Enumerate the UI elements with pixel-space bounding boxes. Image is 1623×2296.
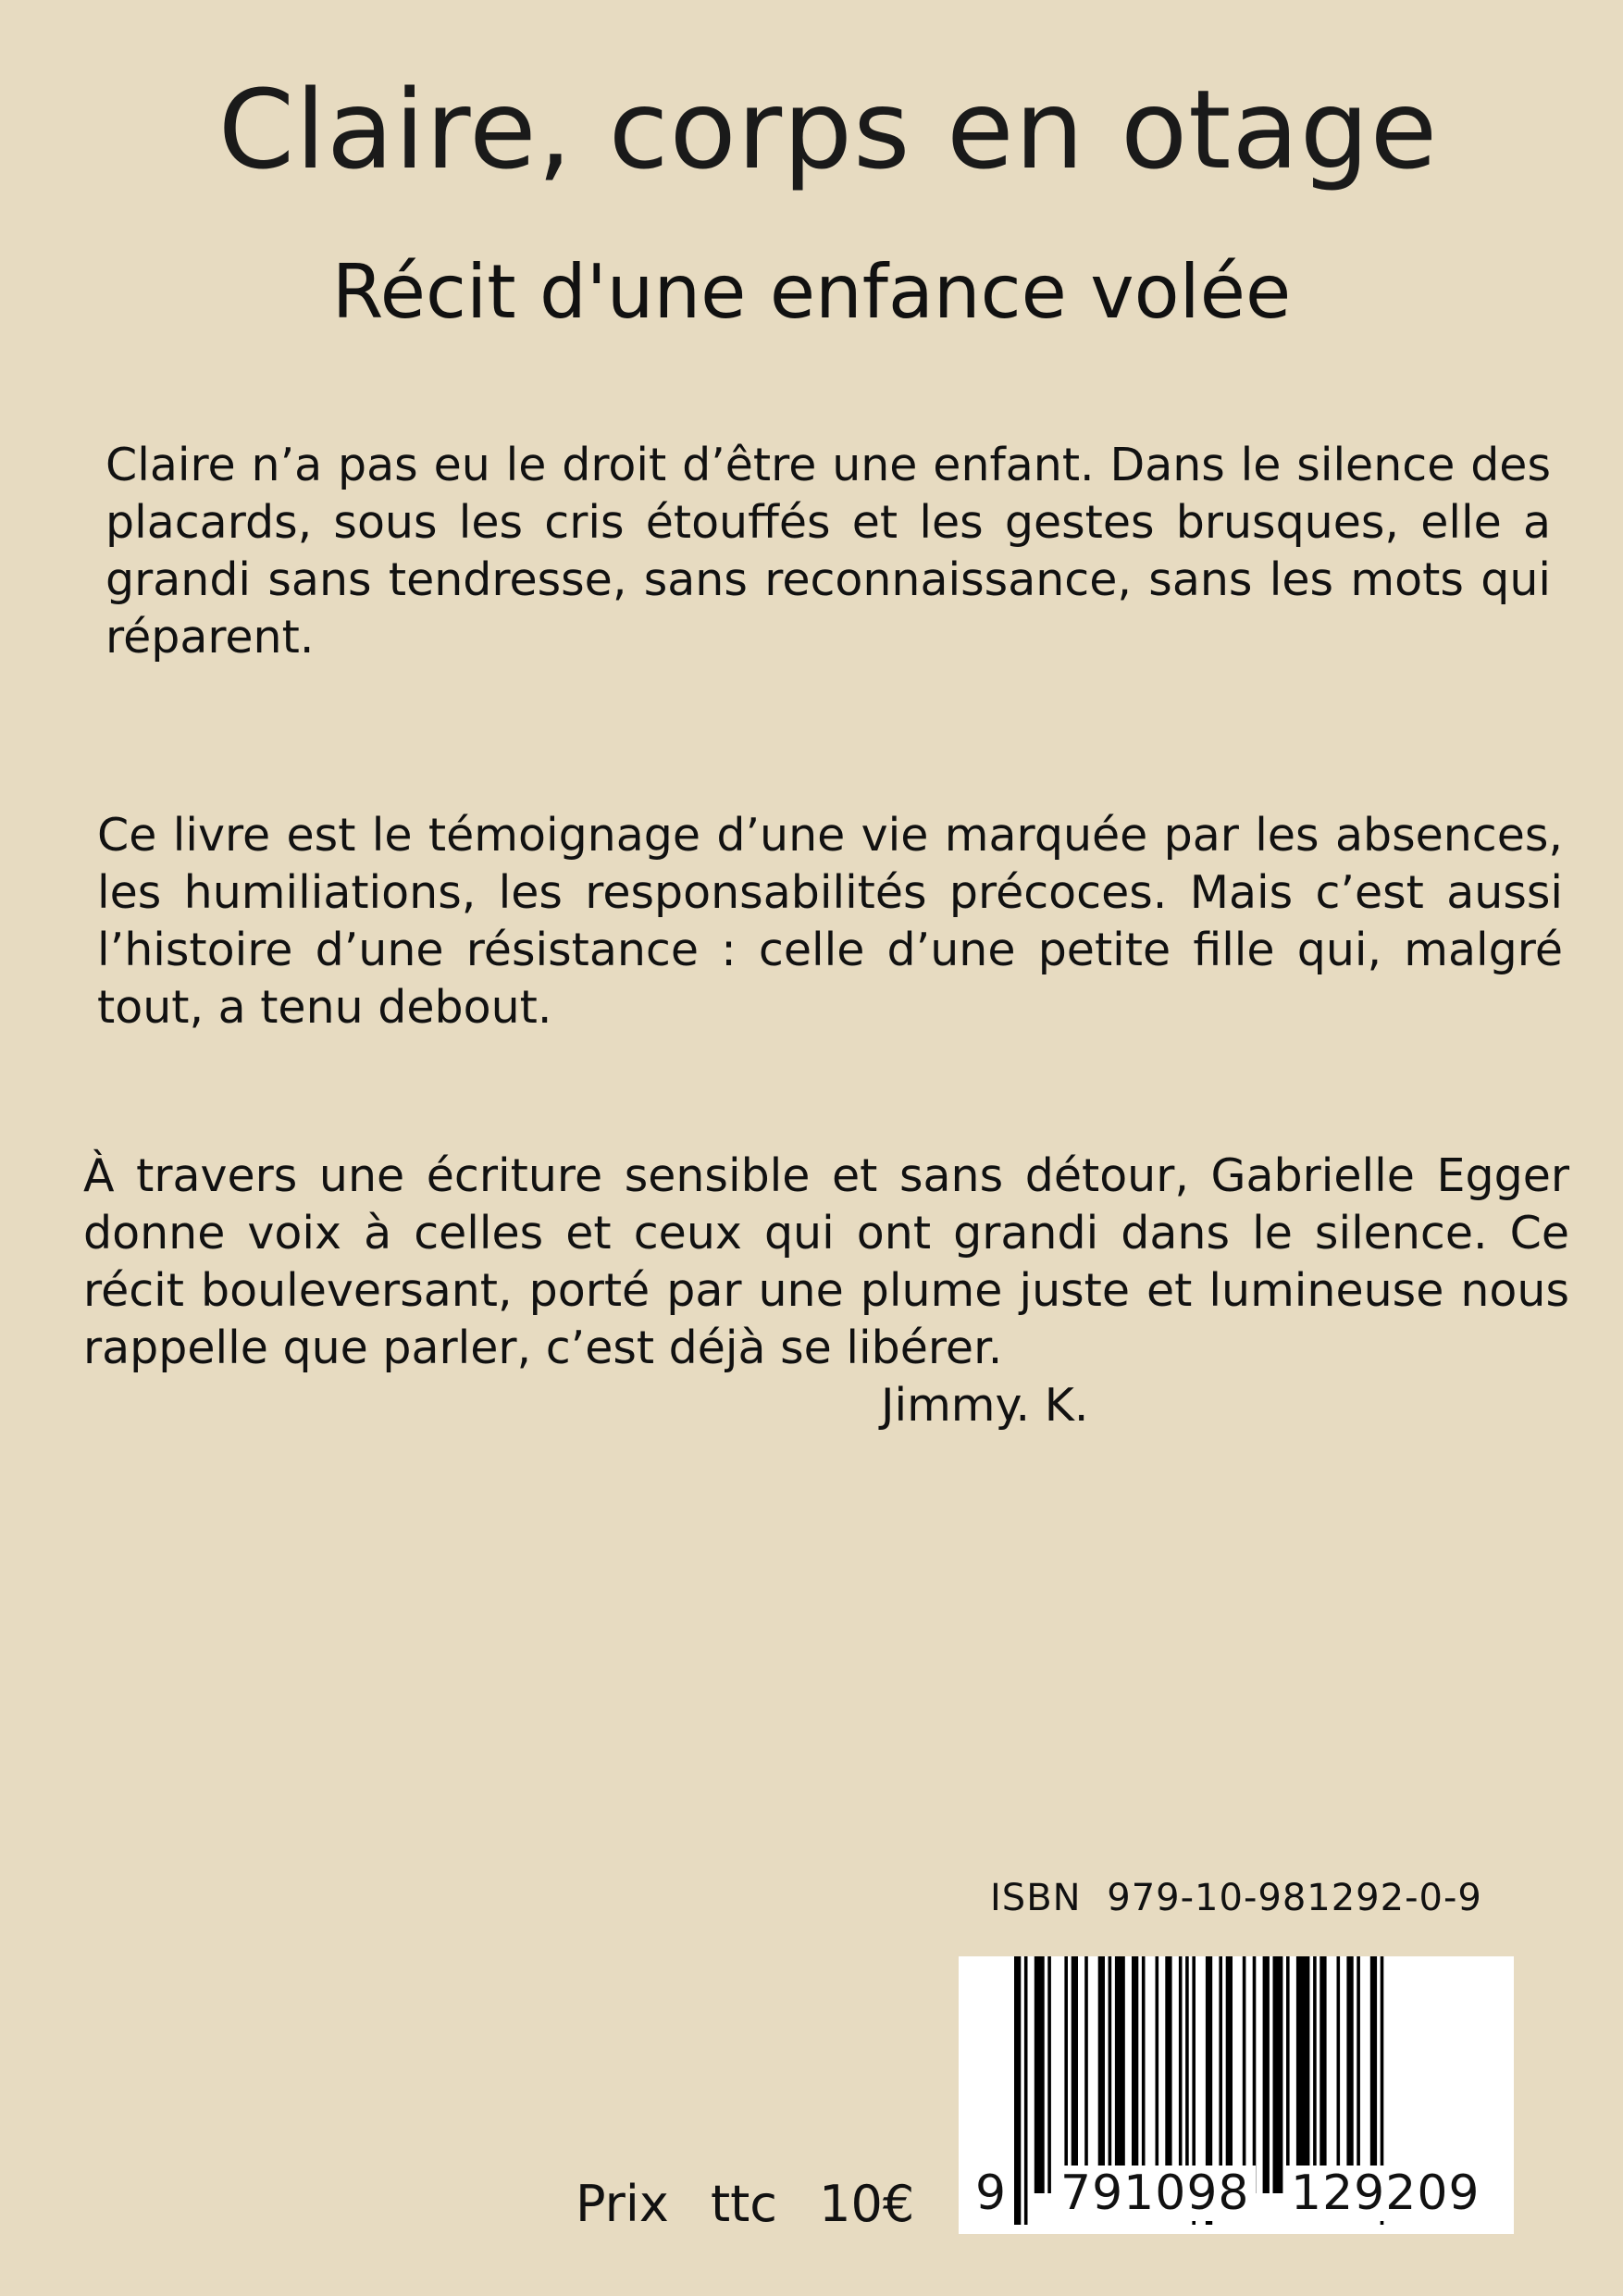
barcode-bar <box>1357 1956 1360 2193</box>
barcode-bar <box>1109 1956 1112 2193</box>
barcode-bar <box>1179 1956 1183 2193</box>
barcode-bar <box>1047 1956 1051 2193</box>
barcode-bar <box>1156 1956 1159 2193</box>
book-title: Claire, corps en otage <box>217 66 1439 193</box>
barcode-bar <box>1286 1956 1290 2193</box>
barcode-bar <box>1263 1956 1270 2193</box>
barcode-bar <box>1072 1956 1078 2193</box>
barcode-bar <box>1132 1956 1138 2193</box>
blurb-paragraph-1: Claire n’a pas eu le droit d’être une enfant. Dans le silence des placards, sous les cris étouffés et les gestes brusques, elle a grandi sans tendresse, sans reconnaissance, sans les mots qui réparent. <box>105 439 1551 664</box>
barcode-bar <box>1165 1956 1171 2193</box>
barcode <box>959 1956 1514 2234</box>
barcode-bar <box>1370 1956 1377 2193</box>
barcode-bar <box>1253 1956 1257 2193</box>
blurb-signature: Jimmy. K. <box>881 1379 1089 1432</box>
barcode-bar <box>1014 1956 1021 2225</box>
blurb-paragraph-2: Ce livre est le témoignage d’une vie marquée par les absences, les humiliations, les responsabilités précoces. Mais c’est aussi l’histoire d’une résistance : celle d’une petite fille qui, malgré tout, a tenu debout. <box>97 809 1563 1034</box>
barcode-bar <box>1346 1956 1353 2193</box>
book-subtitle: Récit d'une enfance volée <box>331 249 1292 335</box>
barcode-bar <box>1337 1956 1341 2193</box>
blurb-paragraph-3: À travers une écriture sensible et sans détour, Gabrielle Egger donne voix à celles et ceux qui ont grandi dans le silence. Ce récit bouleversant, porté par une plume juste et lumineuse nous rappelle que parler, c’est déjà se libérer. <box>83 1149 1569 1374</box>
barcode-bar <box>1024 1956 1028 2225</box>
barcode-bar <box>1084 1956 1088 2193</box>
barcode-bar <box>1219 1956 1222 2193</box>
barcode-bar <box>1035 1956 1045 2193</box>
barcode-digit-first: 9 <box>975 2166 1008 2221</box>
barcode-digits-right: 129209 <box>1285 2166 1486 2221</box>
barcode-bar <box>1226 1956 1233 2193</box>
barcode-bar <box>1185 1956 1189 2193</box>
barcode-bar <box>1098 1956 1105 2193</box>
barcode-bar <box>1064 1956 1068 2193</box>
price-label: Prix ttc 10€ <box>576 2175 915 2233</box>
barcode-bar <box>1296 1956 1310 2193</box>
barcode-bar <box>1115 1956 1125 2193</box>
barcode-digits-left: 791098 <box>1055 2166 1256 2221</box>
barcode-bar <box>1273 1956 1283 2193</box>
barcode-bar <box>1319 1956 1326 2193</box>
barcode-bar <box>1313 1956 1317 2193</box>
isbn-number: ISBN 979-10-981292-0-9 <box>990 1877 1482 1919</box>
barcode-bar <box>1142 1956 1146 2193</box>
barcode-bar <box>1243 1956 1246 2193</box>
